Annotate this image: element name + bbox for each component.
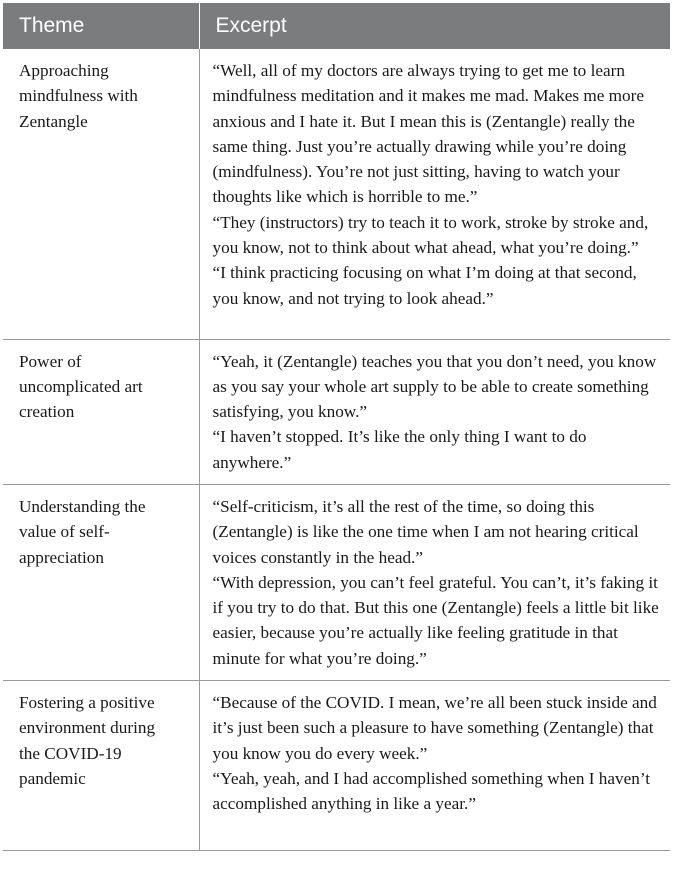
theme-cell: Approaching mindfulness with Zentangle <box>3 49 199 339</box>
excerpt-cell <box>199 49 670 339</box>
excerpt-quote: “Yeah, it (Zentangle) teaches you that you don’t need, you know as you say your whole art supply to be able to create something satisfying, you know.” <box>212 351 657 422</box>
table-row <box>3 49 670 339</box>
themes-table-container <box>3 3 670 851</box>
table-row <box>3 484 670 680</box>
theme-column-header: Theme <box>3 3 199 49</box>
excerpt-quote: “Yeah, yeah, and I had accomplished something when I haven’t accomplished anything in like a year.” <box>212 768 651 814</box>
excerpt-column-header: Excerpt <box>199 3 670 49</box>
excerpt-quote: “I think practicing focusing on what I’m doing at that second, you know, and not trying to look ahead.” <box>212 263 637 308</box>
excerpt-quote: “Well, all of my doctors are always trying to get me to learn mindfulness meditation and it makes me mad. Makes me more anxious and I hate it. But I mean this is (Zentangle) really the same thing. Just you’re actually drawing while you’re doing (mindfulness). You’re not just sitting, having to watch your thoughts like which is horrible to me.” <box>212 61 645 207</box>
theme-cell: Understanding the value of self-appreciation <box>3 484 199 680</box>
table-row <box>3 681 670 851</box>
themes-table <box>3 3 670 851</box>
theme-cell: Power of uncomplicated art creation <box>3 339 199 484</box>
theme-cell: Fostering a positive environment during the COVID-19 pandemic <box>3 681 199 851</box>
excerpt-cell <box>199 681 670 851</box>
excerpt-quote: “Because of the COVID. I mean, we’re all been stuck inside and it’s just been such a pleasure to have something (Zentangle) that you know you do every week.” <box>212 693 657 763</box>
excerpt-quote: “They (instructors) try to teach it to work, stroke by stroke and, you know, not to think about what ahead, what you’re doing.” <box>212 212 649 258</box>
table-row <box>3 339 670 484</box>
excerpt-quote: “Self-criticism, it’s all the rest of the time, so doing this (Zentangle) is like the one time when I am not hearing critical voices constantly in the head.” <box>212 496 639 567</box>
table-header <box>3 3 670 49</box>
excerpt-cell <box>199 339 670 484</box>
header-row <box>3 3 670 49</box>
excerpt-quote: “I haven’t stopped. It’s like the only thing I want to do anywhere.” <box>212 427 587 472</box>
table-body <box>3 49 670 851</box>
excerpt-quote: “With depression, you can’t feel grateful. You can’t, it’s faking it if you try to do that. But this one (Zentangle) feels a little bit like easier, because you’re actually like feeling gratitude in that minute for what you’re doing.” <box>212 572 659 668</box>
excerpt-cell <box>199 484 670 680</box>
